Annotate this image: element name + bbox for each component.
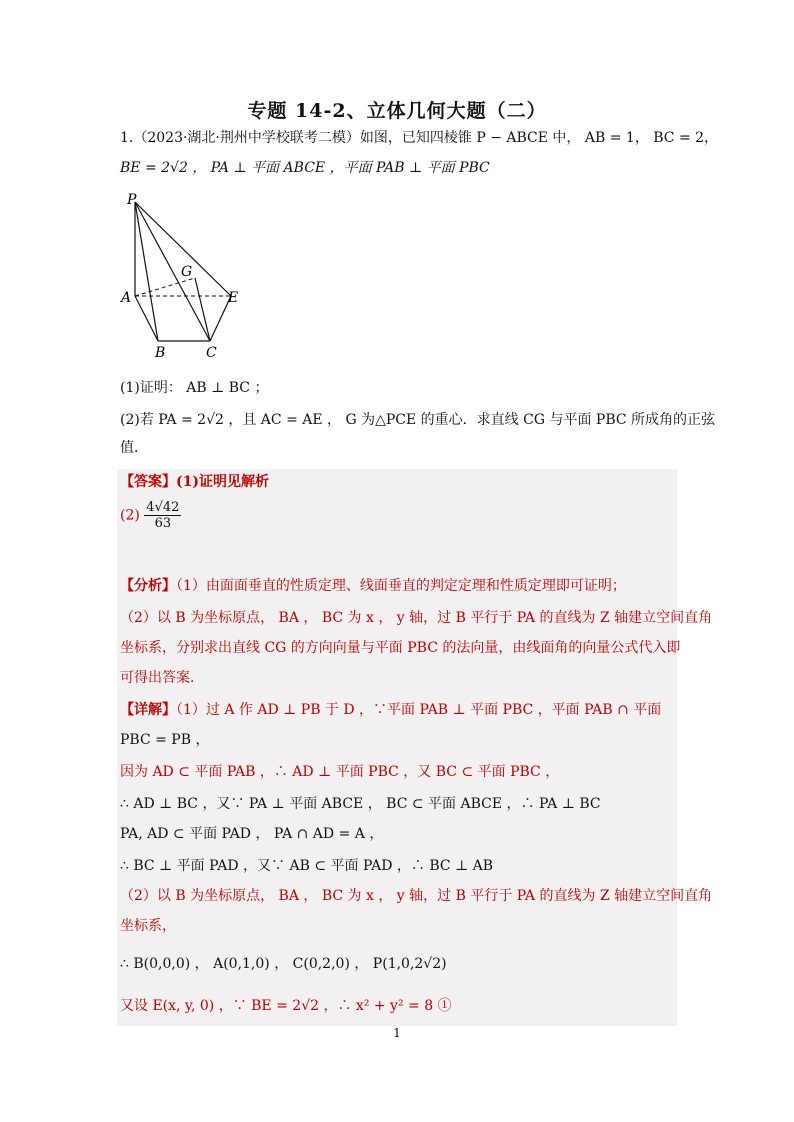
answer-part-2-prefix: (2) xyxy=(120,507,140,524)
fraction-numerator: 4√42 xyxy=(146,500,180,515)
detail-line-6: ∴ BC ⊥ 平面 PAD ，又∵ AB ⊂ 平面 PAD ，∴ BC ⊥ AB xyxy=(120,858,494,874)
analysis-text-1: （1）由面面垂直的性质定理、线面垂直的判定定理和性质定理即可证明； xyxy=(176,578,626,594)
pyramid-figure xyxy=(115,190,255,360)
label-b: B xyxy=(155,345,166,360)
label-a: A xyxy=(121,290,132,306)
detail-line-1 xyxy=(120,700,661,720)
label-e: E xyxy=(228,290,239,306)
part-2-line-1: (2)若 PA = 2√2 ，且 AC = AE ， G 为△PCE 的重心．求直线 CG 与平面 PBC 所成角的正弦 xyxy=(120,412,716,428)
label-c: C xyxy=(206,345,217,360)
detail-line-4: ∴ AD ⊥ BC ，又∵ PA ⊥ 平面 ABCE ， BC ⊂ 平面 ABCE ，∴ PA ⊥ BC xyxy=(120,796,601,812)
problem-line-2: BE = 2√2 ， PA ⊥ 平面 ABCE ，平面 PAB ⊥ 平面 PBC xyxy=(120,160,490,176)
analysis-tag: 【分析】 xyxy=(120,578,176,594)
detail-line-9: ∴ B(0,0,0) ， A(0,1,0) ， C(0,2,0) ， P(1,0,2√2) xyxy=(120,956,447,972)
answer-tag: 【答案】 xyxy=(120,474,176,490)
analysis-line-4: 可得出答案. xyxy=(120,670,195,686)
part-2-line-2: 值． xyxy=(120,440,148,456)
analysis-line-2: （2）以 B 为坐标原点， BA ， BC 为 x ， y 轴，过 B 平行于 PA 的直线为 Z 轴建立空间直角 xyxy=(120,610,713,626)
problem-line-1: 1.（2023·湖北·荆州中学校联考二模）如图，已知四棱锥 P − ABCE 中， AB = 1， BC = 2， xyxy=(120,130,719,146)
detail-line-5: PA, AD ⊂ 平面 PAD ， PA ∩ AD = A ， xyxy=(120,826,384,842)
detail-line-7: （2）以 B 为坐标原点， BA ， BC 为 x ， y 轴，过 B 平行于 PA 的直线为 Z 轴建立空间直角 xyxy=(120,888,713,904)
answer-line-1 xyxy=(120,472,269,492)
analysis-line-3: 坐标系，分别求出直线 CG 的方向向量与平面 PBC 的法向量，由线面角的向量公式代入即 xyxy=(120,640,681,656)
label-g: G xyxy=(181,264,193,280)
label-p: P xyxy=(127,192,137,208)
analysis-line-1 xyxy=(120,576,626,596)
page-title: 专题 14-2、立体几何大题（二） xyxy=(247,100,547,122)
detail-line-2: PBC = PB ， xyxy=(120,732,210,748)
detail-text-1: （1）过 A 作 AD ⊥ PB 于 D ，∵平面 PAB ⊥ 平面 PBC ，平面 PAB ∩ 平面 xyxy=(176,702,662,718)
answer-fraction xyxy=(144,500,181,531)
detail-line-3: 因为 AD ⊂ 平面 PAB ，∴ AD ⊥ 平面 PBC ，又 BC ⊂ 平面 PBC ， xyxy=(120,764,560,780)
detail-line-8: 坐标系， xyxy=(120,918,176,934)
fraction-denominator: 63 xyxy=(154,516,172,531)
part-1: (1)证明： AB ⊥ BC ； xyxy=(120,380,269,396)
page-number: 1 xyxy=(393,1026,401,1040)
detail-tag: 【详解】 xyxy=(120,702,176,718)
detail-line-10: 又设 E(x, y, 0) ，∵ BE = 2√2 ，∴ x² + y² = 8 ① xyxy=(120,998,452,1014)
dashed-ag xyxy=(135,278,195,296)
answer-part-1: (1)证明见解析 xyxy=(176,474,269,490)
edge-gc xyxy=(195,278,210,341)
answer-line-2 xyxy=(120,500,181,531)
